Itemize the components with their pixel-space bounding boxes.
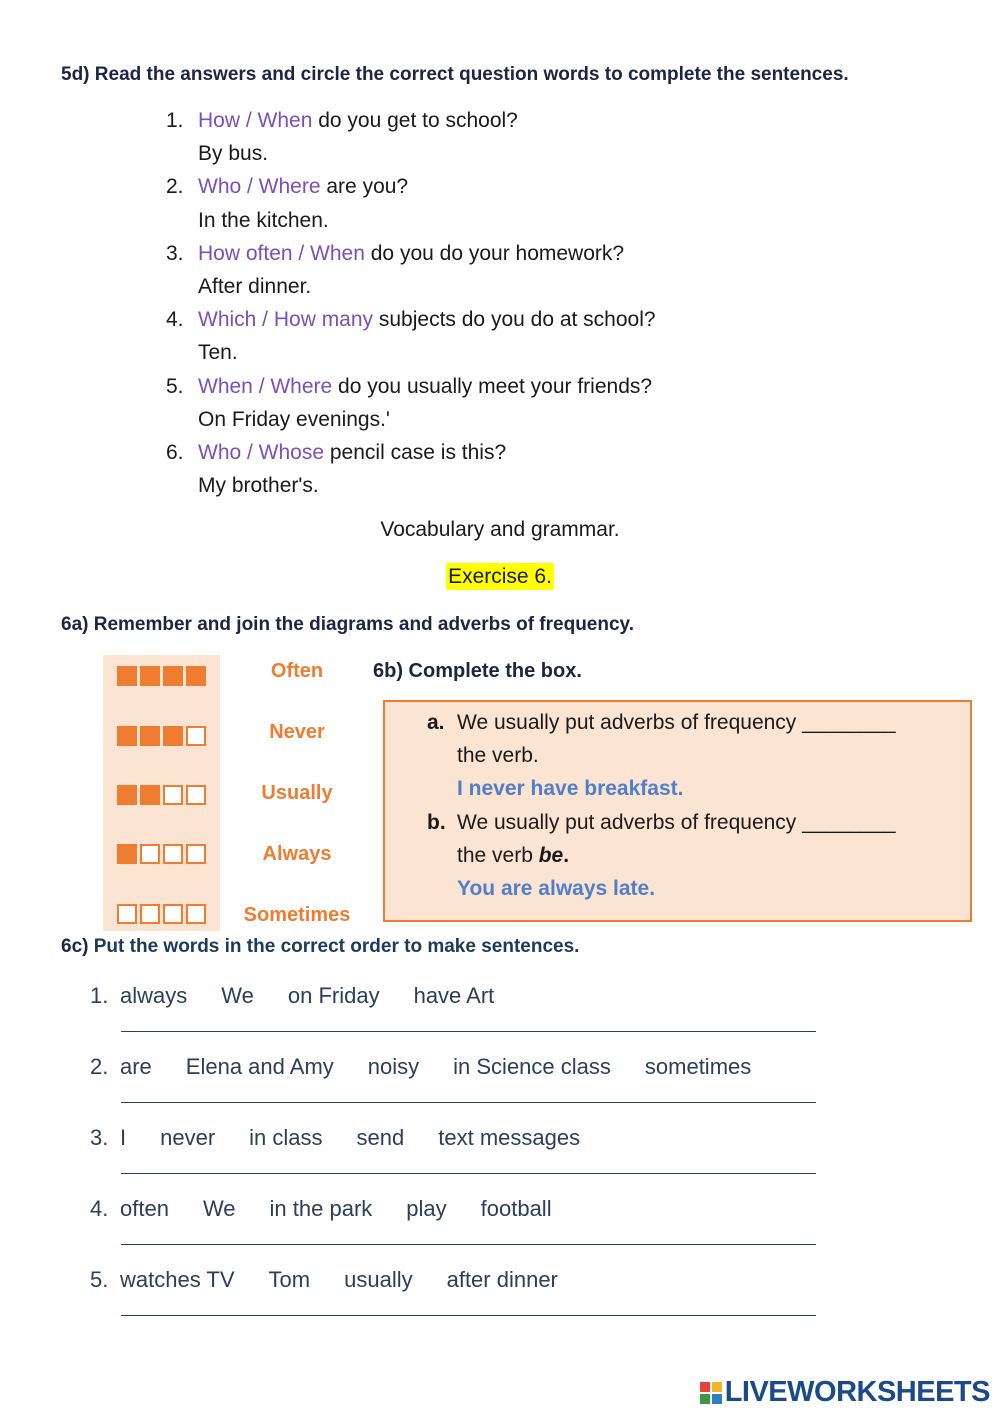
adverb-always[interactable]: Always [262,843,332,865]
empty-square [186,844,206,864]
word-chunk[interactable]: usually [344,1267,413,1292]
empty-square [186,726,206,746]
answer-line[interactable] [121,1102,816,1103]
empty-square [186,904,206,924]
question-text: pencil case is this? [324,441,507,465]
list-item [166,436,786,502]
empty-square [163,904,183,924]
filled-square [117,844,137,864]
answer-line[interactable] [121,1315,816,1316]
section-title: Vocabulary and grammar. [380,518,620,541]
empty-square [186,785,206,805]
frequency-diagram[interactable] [117,904,206,924]
logo-text: LIVEWORKSHEETS [724,1376,990,1408]
filled-square [163,726,183,746]
empty-square [117,904,137,924]
empty-square [140,844,160,864]
filled-square [117,785,137,805]
word-chunk[interactable]: sometimes [644,1054,752,1079]
item-number: 1. [166,109,184,132]
rule-b-text-2: the verb be. [457,844,570,867]
word-chunk[interactable]: watches TV [120,1267,235,1292]
question-text: are you? [320,175,409,199]
answer-text: After dinner. [198,275,312,299]
item-number: 5. [90,1267,109,1292]
item-number: 5. [166,374,184,398]
answer-line[interactable] [121,1031,816,1032]
filled-square [163,666,183,686]
word-chunk[interactable]: Tom [268,1267,311,1292]
filled-square [117,666,137,686]
empty-square [163,785,183,805]
logo-grid-icon [700,1382,722,1404]
word-chunk[interactable]: on Friday [287,983,380,1008]
list-item [90,1054,785,1080]
question-text: do you do your homework? [364,241,625,265]
answer-text: My brother's. [198,474,319,498]
word-chunk[interactable]: after dinner [446,1267,558,1292]
question-text: subjects do you do at school? [373,308,656,332]
rule-a-text: We usually put adverbs of frequency ________ [457,711,896,734]
liveworksheets-logo [700,1376,990,1409]
item-number: 6. [166,441,184,465]
frequency-diagram[interactable] [117,726,206,746]
word-chunk[interactable]: often [120,1196,169,1221]
question-text: do you usually meet your friends? [332,374,653,398]
frequency-diagram-panel [103,655,220,931]
answer-text: By bus. [198,142,269,166]
rule-letter-a: a. [427,711,445,734]
word-chunk[interactable]: send [356,1125,405,1150]
item-number: 3. [90,1125,109,1150]
rule-letter-b: b. [427,811,446,834]
word-chunk[interactable]: noisy [367,1054,420,1079]
answer-text: On Friday evenings.' [198,407,390,431]
grammar-rule-box [383,700,972,922]
empty-square [140,904,160,924]
list-item [166,237,786,303]
word-chunk[interactable]: never [160,1125,216,1150]
question-word-options[interactable]: How often / When [198,241,365,265]
word-chunk[interactable]: We [202,1196,236,1221]
exercise-5d-title: 5d) Read the answers and circle the correct question words to complete the sentences. [61,64,849,85]
list-item [166,303,786,369]
word-chunk[interactable]: text messages [438,1125,581,1150]
word-chunk[interactable]: have Art [413,983,495,1008]
word-chunk[interactable]: in class [249,1125,323,1150]
word-chunk[interactable]: in the park [269,1196,373,1221]
adverb-usually[interactable]: Usually [261,782,333,804]
word-chunk[interactable]: Elena and Amy [185,1054,334,1079]
rule-b-example: You are always late. [457,877,656,900]
question-word-options[interactable]: Who / Whose [198,441,325,465]
filled-square [140,726,160,746]
rule-a-text-2: the verb. [457,744,539,767]
question-word-options[interactable]: How / When [198,109,313,132]
adverb-often[interactable]: Often [270,660,324,682]
empty-square [163,844,183,864]
list-item [90,1196,586,1222]
question-text: do you get to school? [312,109,518,132]
word-chunk[interactable]: are [120,1054,152,1079]
exercise-label: Exercise 6. [448,565,552,588]
filled-square [140,785,160,805]
word-chunk[interactable]: play [406,1196,447,1221]
item-number: 4. [166,308,184,332]
list-item [166,170,786,236]
frequency-diagram[interactable] [117,844,206,864]
exercise-6b-title: 6b) Complete the box. [373,660,582,682]
item-number: 2. [90,1054,109,1079]
word-chunk[interactable]: I [120,1125,127,1150]
item-number: 2. [166,175,184,199]
word-chunk[interactable]: always [120,983,188,1008]
question-word-options[interactable]: When / Where [198,374,333,398]
word-chunk[interactable]: in Science class [453,1054,611,1079]
list-item [166,370,786,436]
answer-line[interactable] [121,1173,816,1174]
word-chunk[interactable]: We [221,983,254,1008]
frequency-diagram[interactable] [117,785,206,805]
adverb-sometimes[interactable]: Sometimes [243,904,351,926]
item-number: 4. [90,1196,109,1221]
answer-text: Ten. [198,341,238,365]
question-word-options[interactable]: Who / Where [198,175,321,199]
exercise-6a-title: 6a) Remember and join the diagrams and adverbs of frequency. [61,614,634,635]
list-item [90,1267,592,1293]
question-word-options[interactable]: Which / How many [198,308,374,332]
filled-square [140,666,160,686]
list-item [90,1125,614,1151]
question-list [166,104,786,502]
frequency-diagram[interactable] [117,666,206,686]
adverb-never[interactable]: Never [269,721,325,743]
exercise-6c-title: 6c) Put the words in the correct order to make sentences. [61,936,580,957]
word-chunk[interactable]: football [480,1196,552,1221]
answer-line[interactable] [121,1244,816,1245]
filled-square [186,666,206,686]
rule-b-text: We usually put adverbs of frequency ________ [457,811,896,834]
rule-a-example: I never have breakfast. [457,777,684,800]
list-item [166,104,786,170]
filled-square [117,726,137,746]
list-item [90,983,528,1009]
item-number: 1. [90,983,109,1008]
item-number: 3. [166,241,184,265]
answer-text: In the kitchen. [198,208,329,232]
